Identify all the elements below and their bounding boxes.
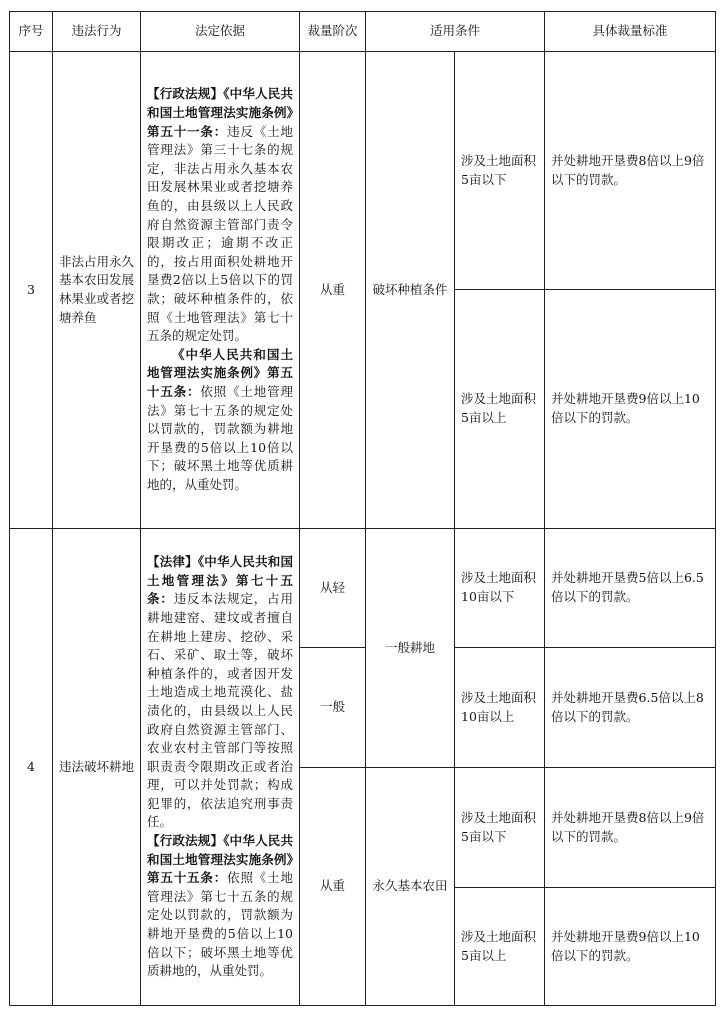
standard-cell: 并处耕地开垦费5倍以上6.5倍以下的罚款。 [545, 529, 716, 648]
header-basis: 法定依据 [141, 12, 300, 52]
basis-citation: 【法律】《中华人民共和国土地管理法》第七十五条： [147, 554, 293, 607]
standard-cell: 并处耕地开垦费9倍以上10倍以下的罚款。 [545, 888, 716, 1006]
basis-citation: 【行政法规】《中华人民共和国土地管理法实施条例》第五十五条： [147, 833, 293, 886]
condition-group-cell: 一般耕地 [366, 529, 455, 768]
header-standard: 具体裁量标准 [545, 12, 716, 52]
condition-cell: 涉及土地面积5亩以下 [455, 768, 545, 888]
condition-group-cell: 永久基本农田 [366, 768, 455, 1006]
basis-citation: 《中华人民共和国土地管理法实施条例》第五十五条： [147, 346, 293, 399]
basis-citation: 【行政法规】《中华人民共和国土地管理法实施条例》第五十一条： [147, 86, 293, 139]
basis-text: 违反《土地管理法》第三十七条的规定，非法占用永久基本农田发展林果业或者挖塘养鱼的，由县级以上人民政府自然资源主管部门责令限期改正；逾期不改正的，按占用面积处耕地开垦费2倍以上5倍以下的罚款；破坏种植条件的，依照《土地管理法》第七十五条的规定处罚。 [147, 123, 293, 344]
standard-cell: 并处耕地开垦费6.5倍以上8倍以下的罚款。 [545, 648, 716, 768]
standard-cell: 并处耕地开垦费9倍以上10倍以下的罚款。 [545, 290, 716, 529]
condition-cell: 涉及土地面积10亩以下 [455, 529, 545, 648]
row-number: 3 [10, 52, 53, 529]
legal-basis-cell [141, 529, 300, 1006]
standard-cell: 并处耕地开垦费8倍以上9倍以下的罚款。 [545, 52, 716, 290]
header-condition: 适用条件 [366, 12, 545, 52]
basis-text: 违反本法规定，占用耕地建窑、建坟或者擅自在耕地上建房、挖砂、采石、采矿、取土等，破坏种植条件的，或者因开发土地造成土地荒漠化、盐渍化的，由县级以上人民政府自然资源主管部门、农业农村主管部门等按照职责责令限期改正或者治理，可以并处罚款；构成犯罪的，依法追究刑事责任。 [147, 591, 293, 830]
condition-cell: 涉及土地面积5亩以上 [455, 290, 545, 529]
level-cell: 从重 [300, 52, 366, 529]
header-row [10, 12, 716, 52]
header-level: 裁量阶次 [300, 12, 366, 52]
basis-text: 依照《土地管理法》第七十五条的规定处以罚款的，罚款额为耕地开垦费的5倍以上10倍以下；破坏黑土地等优质耕地的，从重处罚。 [147, 383, 293, 492]
basis-paragraph [147, 832, 293, 981]
condition-cell: 涉及土地面积5亩以上 [455, 888, 545, 1006]
basis-paragraph [147, 85, 293, 345]
table-row [10, 52, 716, 290]
penalty-standard-table [9, 11, 716, 1006]
legal-basis-cell [141, 52, 300, 529]
basis-paragraph [147, 346, 293, 495]
level-cell: 一般 [300, 648, 366, 768]
table-row [10, 529, 716, 648]
violation-cell: 非法占用永久基本农田发展林果业或者挖塘养鱼 [53, 52, 141, 529]
standard-cell: 并处耕地开垦费8倍以上9倍以下的罚款。 [545, 768, 716, 888]
basis-text: 依照《土地管理法》第七十五条的规定处以罚款的，罚款额为耕地开垦费的5倍以上10倍以下；破坏黑土地等优质耕地的，从重处罚。 [147, 870, 293, 979]
document-page [9, 11, 716, 1006]
condition-cell: 涉及土地面积10亩以上 [455, 648, 545, 768]
condition-group-cell: 破坏种植条件 [366, 52, 455, 529]
row-number: 4 [10, 529, 53, 1006]
violation-cell: 违法破坏耕地 [53, 529, 141, 1006]
condition-cell: 涉及土地面积5亩以下 [455, 52, 545, 290]
level-cell: 从轻 [300, 529, 366, 648]
basis-paragraph [147, 553, 293, 832]
header-no: 序号 [10, 12, 53, 52]
level-cell: 从重 [300, 768, 366, 1006]
header-violation: 违法行为 [53, 12, 141, 52]
